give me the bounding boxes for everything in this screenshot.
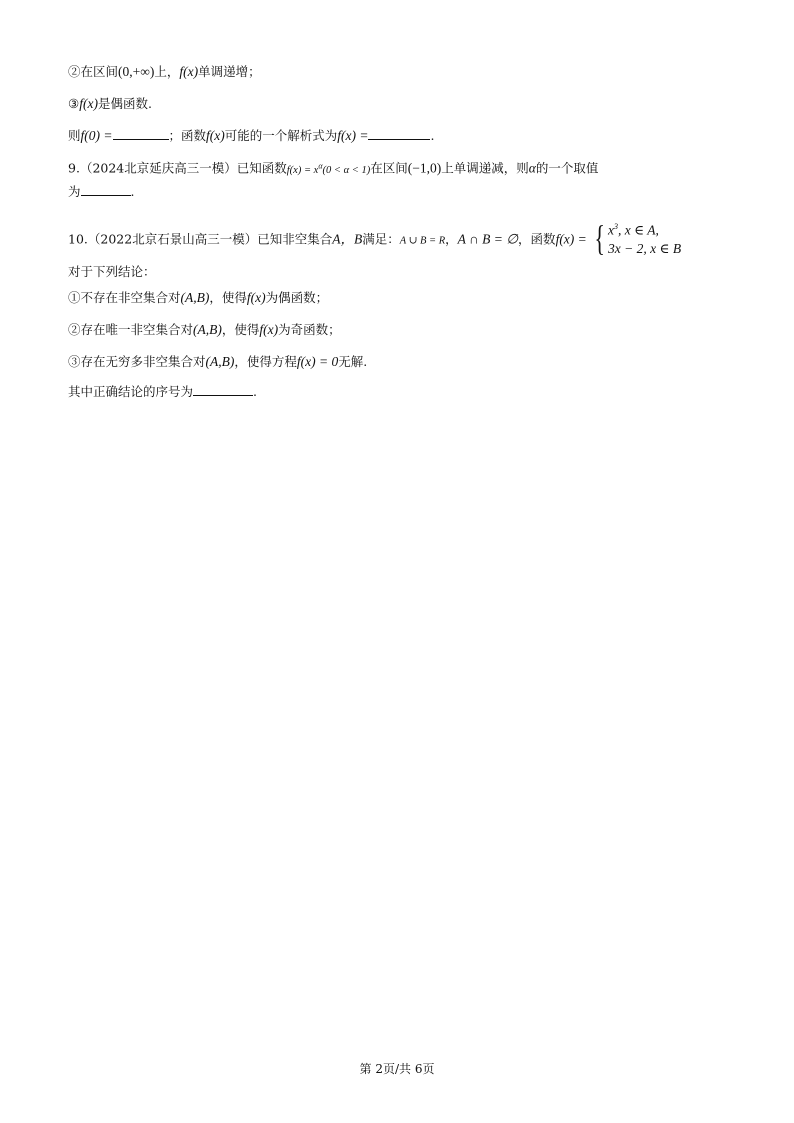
answer-blank[interactable] [113,127,169,140]
q10-answer: 其中正确结论的序号为 . [68,384,257,399]
q10-statement-2: ②存在唯一非空集合对(A,B)，使得f(x)为奇函数； [68,322,341,337]
answer-blank[interactable] [193,383,253,396]
brace-icon: { [594,217,605,258]
piecewise-function [591,218,681,258]
question-8-ask: 则f(0) = ；函数f(x)可能的一个解析式为f(x) = . [68,128,435,143]
q10-intro: 对于下列结论： [68,264,156,279]
case-2: 3x − 2, x ∈ B [608,240,682,256]
question-9-answer: 为 . [68,184,135,199]
fx-math: f(x) [79,96,98,111]
condition-2: ②在区间(0,+∞)上，f(x)单调递增； [68,64,261,79]
function-math: $f(x) = x^\alpha(0 < \alpha < 1)$ [286,161,371,176]
condition-3: ③f(x)是偶函数. [68,96,152,111]
question-10: 10.（2022北京石景山高三一模）已知非空集合A，B满足：A ∪ B = R，A ∩ B = ∅，函数f(x) = { $x^3$, x ∈ A, 3x − 2, x ∈ B [68,217,682,258]
case-1: $x^3$, x ∈ A, [608,222,659,238]
q10-statement-1: ①不存在非空集合对(A,B)，使得f(x)为偶函数； [68,290,329,305]
page-footer: 第 2页/共 6页 [359,1062,435,1076]
f0-math: f(0) = [80,128,113,143]
intersection-math: A ∩ B = ∅ [457,231,519,247]
answer-blank[interactable] [368,127,430,140]
q10-statement-3: ③存在无穷多非空集合对(A,B)，使得方程f(x) = 0无解. [68,354,368,369]
interval-math: (0,+∞) [118,64,155,79]
answer-blank[interactable] [81,183,131,196]
question-9: 9.（2024北京延庆高三一模）已知函数$f(x) = x^\alpha(0 < \alpha < 1)$在区间(−1,0)上单调递减，则α的一个取值 [68,160,599,176]
fx-math: f(x) [179,64,199,79]
union-math: A ∪ B = R [399,235,446,247]
